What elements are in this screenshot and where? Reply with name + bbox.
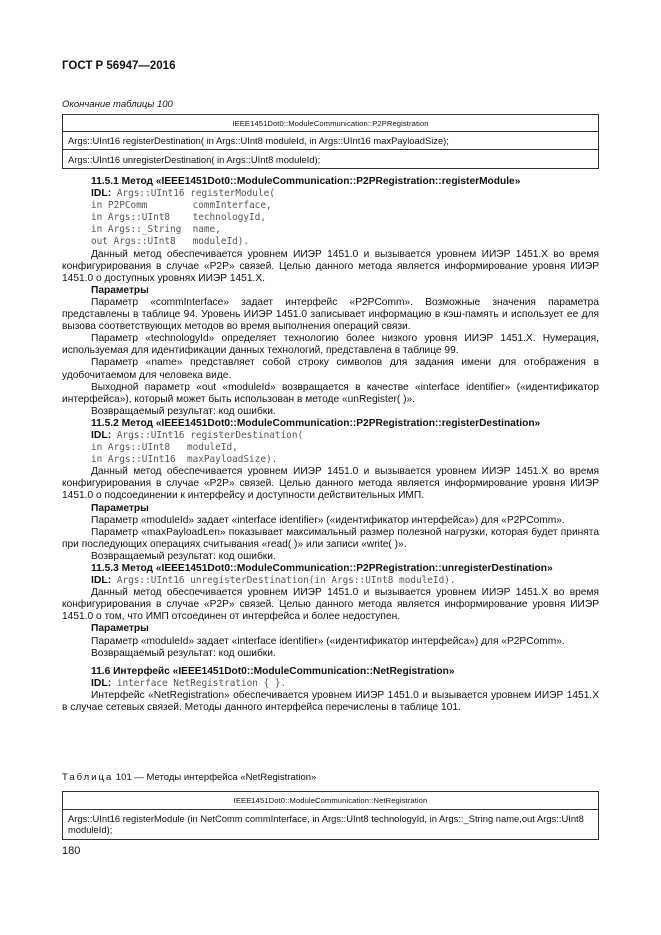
idl-label: IDL: [91, 575, 112, 587]
paragraph: Параметр «technologyId» определяет технологию более низкого уровня ИИЭР 1451.X. Нумерация, используемая для идентификации данных технологий, представлена в таблице 99. [62, 333, 599, 357]
paragraph: Параметр «moduleId» задает «interface identifier» («идентификатор интерфейса») для «P2PComm». [91, 514, 565, 526]
paragraph: Возвращаемый результат: код ошибки. [91, 550, 276, 562]
idl-line: in Args::_String name, [91, 224, 221, 236]
idl-line: in P2PComm commInterface, [91, 200, 272, 212]
paragraph: Выходной параметр «out «moduleId» возвращается в качестве «interface identifier» («идентификатор интерфейса»), который может быть использован в методе «unRegister( )». [62, 381, 599, 405]
table-row: Args::UInt16 unregisterDestination( in Args::UInt8 moduleId); [63, 149, 598, 168]
table-101-header: IEEE1451Dot0::ModuleCommunication::NetRegistration [233, 796, 428, 805]
table-100-header: IEEE1451Dot0::ModuleCommunication::P2PRegistration [232, 119, 429, 128]
section-heading-11-6: 11.6 Интерфейс «IEEE1451Dot0::ModuleCommunication::NetRegistration» [91, 665, 455, 677]
idl-line: in Args::UInt16 maxPayloadSize). [91, 454, 278, 466]
paragraph: Возвращаемый результат: код ошибки. [91, 647, 276, 659]
params-heading: Параметры [91, 284, 149, 296]
idl-line: Args::UInt16 registerDestination( [111, 429, 304, 441]
idl-block [62, 678, 599, 690]
table-100 [62, 114, 599, 169]
idl-line: out Args::UInt8 moduleId). [91, 236, 250, 248]
idl-block [62, 575, 599, 587]
idl-block [62, 430, 599, 466]
paragraph: Данный метод обеспечивается уровнем ИИЭР 1451.0 и вызывается уровнем ИИЭР 1451.X во время конфигурирования в случае «P2P» связей. Целью данного метода является информирование уровня ИИЭР 1451.0 о подсоединении к интерфейсу и доступности действительных ИМП. [62, 466, 599, 502]
table-row: Args::UInt16 registerDestination( in Args::UInt8 moduleId, in Args::UInt16 maxPayloadSize); [63, 131, 598, 149]
section-heading-11-5-1: 11.5.1 Метод «IEEE1451Dot0::ModuleCommunication::P2PRegistration::registerModule» [91, 176, 521, 187]
idl-line: Args::UInt16 unregisterDestination(in Args::UInt8 moduleId). [111, 575, 456, 587]
params-heading: Параметры [91, 623, 149, 635]
section-heading-11-5-2: 11.5.2 Метод «IEEE1451Dot0::ModuleCommunication::P2PRegistration::registerDestination» [91, 417, 541, 429]
paragraph: Параметр «name» представляет собой строку символов для задания имени для отображения в удобочитаемом для человека виде. [62, 357, 599, 381]
table-caption-text: 101 — Методы интерфейса «NetRegistration» [113, 772, 317, 783]
paragraph: Возвращаемый результат: код ошибки. [91, 405, 276, 417]
paragraph: Интерфейс «NetRegistration» обеспечивается уровнем ИИЭР 1451.0 и вызывается уровнем ИИЭР 1451.X в случае сетевых связей. Методы данного интерфейса перечислены в таблице 101. [62, 689, 599, 714]
idl-line: interface NetRegistration { }. [111, 677, 287, 689]
idl-line: Args::UInt16 registerModule( [111, 188, 275, 200]
paragraph: Данный метод обеспечивается уровнем ИИЭР 1451.0 и вызывается уровнем ИИЭР 1451.X во время конфигурирования в случае «P2P» связей. Целью данного метода является информирование уровня ИИЭР 1451.0 о том, что ИМП отсоединен от интерфейса и более недоступен. [62, 587, 599, 623]
page-number: 180 [62, 845, 81, 857]
idl-label: IDL: [91, 188, 112, 200]
paragraph: Параметр «maxPayloadLen» показывает максимальный размер полезной нагрузки, которая будет принята при последующих операциях считывания «read( )» или записи «write( )». [62, 526, 599, 550]
idl-line: in Args::UInt8 technologyId, [91, 212, 266, 224]
table-row: Args::UInt16 registerModule (in NetComm commInterface, in Args::UInt8 technologyId, in Args::_String name,out Args::UInt8 moduleId); [63, 809, 598, 839]
table-caption-prefix: Таблица [62, 772, 114, 783]
paragraph: Параметр «commInterface» задает интерфейс «P2PComm». Возможные значения параметра представлены в таблице 94. Уровень ИИЭР 1451.0 записывает информацию в кэш-память и использует ее для вызова соответствующих методов во время выполнения операций связи. [62, 296, 599, 333]
paragraph: Данный метод обеспечивается уровнем ИИЭР 1451.0 и вызывается уровнем ИИЭР 1451.X во время конфигурирования в случае «P2P» связей. Целью данного метода является информирование уровня ИИЭР 1451.0 о доступных уровнях ИИЭР 1451.X. [62, 248, 599, 284]
paragraph: Параметр «moduleId» задает «interface identifier» («идентификатор интерфейса») для «P2PComm». [91, 635, 565, 647]
table-101 [62, 791, 599, 840]
document-body [62, 176, 599, 714]
section-heading-11-5-3: 11.5.3 Метод «IEEE1451Dot0::ModuleCommunication::P2PRegistration::unregisterDestination» [91, 563, 553, 574]
params-heading: Параметры [91, 502, 149, 514]
idl-label: IDL: [91, 677, 112, 689]
table-101-caption [62, 772, 316, 783]
idl-label: IDL: [91, 429, 112, 441]
table-caption-continuation: Окончание таблицы 100 [62, 99, 173, 110]
document-header: ГОСТ Р 56947—2016 [62, 60, 176, 72]
idl-block [62, 188, 599, 248]
idl-line: in Args::UInt8 moduleId, [91, 442, 238, 454]
